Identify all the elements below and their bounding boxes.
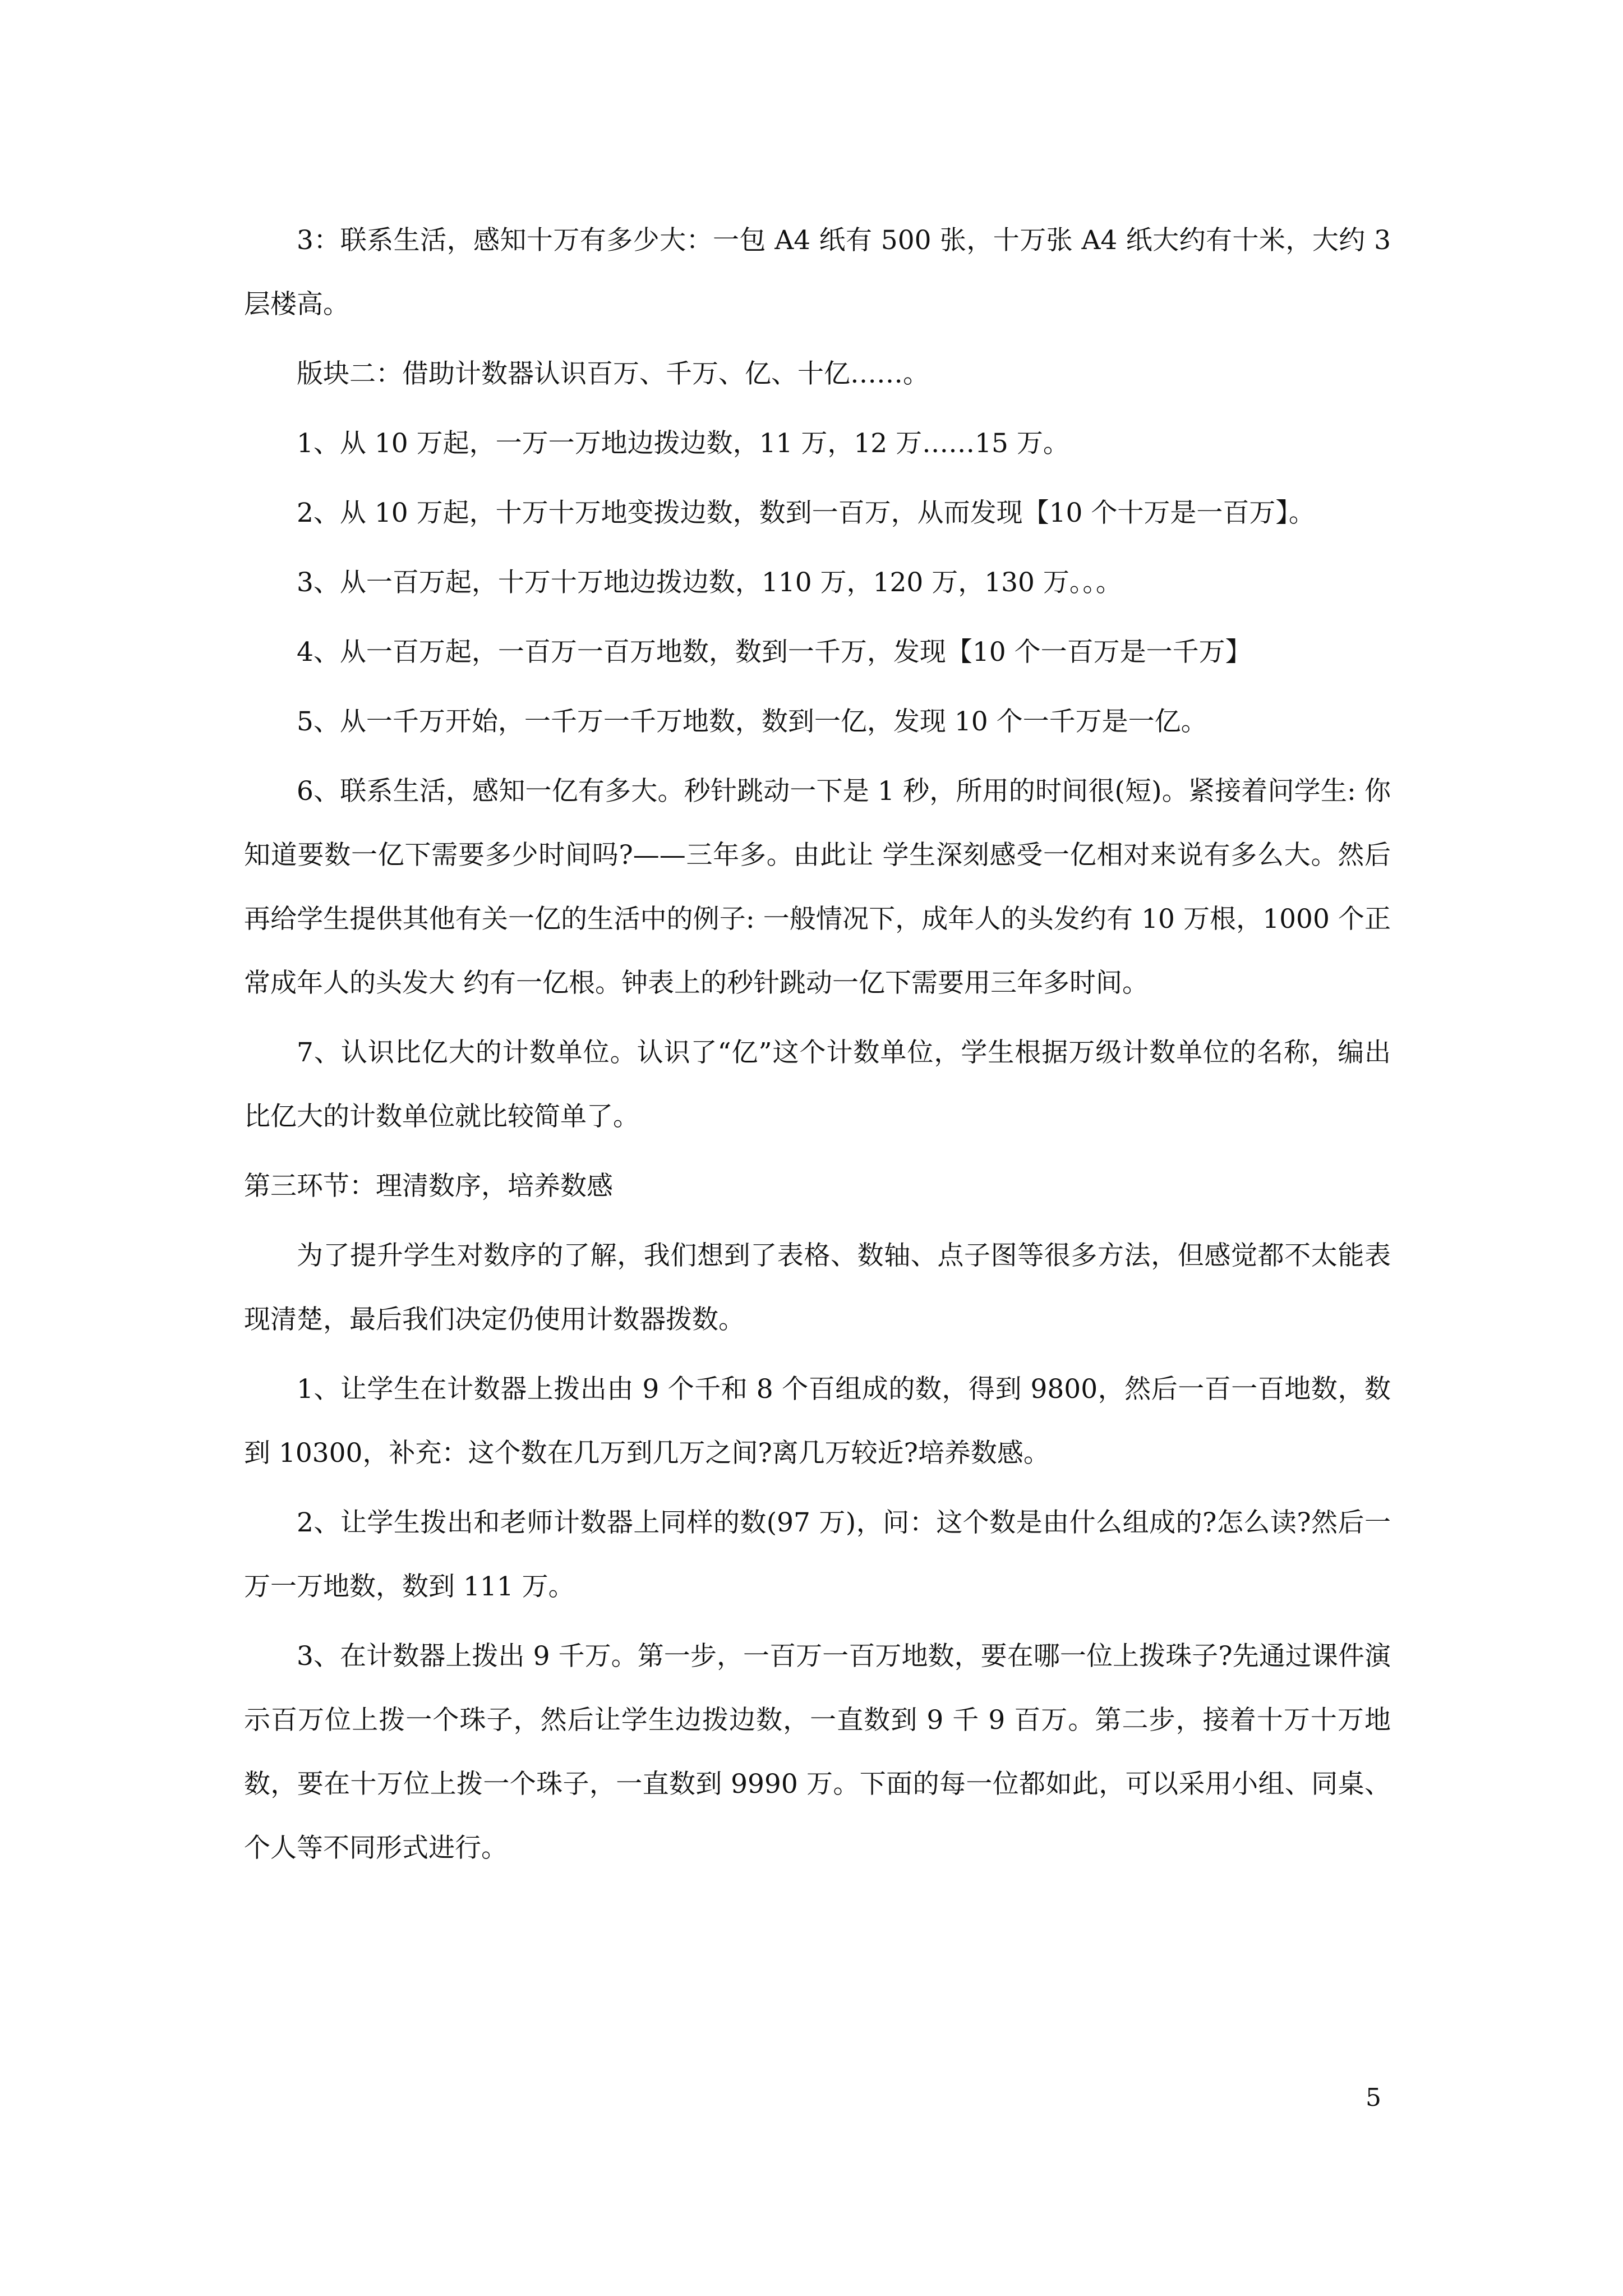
paragraph-6: 4、从一百万起，一百万一百万地数，数到一千万，发现【10 个一百万是一千万】 <box>297 637 1252 668</box>
paragraph-1: 3：联系生活，感知十万有多少大：一包 A4 纸有 500 张，十万张 A4 纸大约有十米，大约 3 层楼高。 <box>244 225 1391 320</box>
paragraph-12: 2、让学生拨出和老师计数器上同样的数(97 万)，问：这个数是由什么组成的?怎么读?然后一万一万地数，数到 111 万。 <box>244 1507 1391 1602</box>
paragraph-2: 版块二：借助计数器认识百万、千万、亿、十亿……。 <box>297 358 929 389</box>
paragraph-7: 5、从一千万开始，一千万一千万地数，数到一亿，发现 10 个一千万是一亿。 <box>297 706 1207 737</box>
paragraph-10: 为了提升学生对数序的了解，我们想到了表格、数轴、点子图等很多方法，但感觉都不太能表现清楚，最后我们决定仍使用计数器拨数。 <box>244 1240 1391 1335</box>
paragraph-8: 6、联系生活，感知一亿有多大。秒针跳动一下是 1 秒，所用的时间很(短)。紧接着问学生: 你知道要数一亿下需要多少时间吗?——三年多。由此让 学生深刻感受一亿相对来说有多么大。然后再给学生提供其他有关一亿的生活中的例子: 一般情况下，成年人的头发约有 10 万根，1000 个正常成年人的头发大 约有一亿根。钟表上的秒针跳动一亿下需要用三年多时间。 <box>244 776 1391 999</box>
paragraph-4: 2、从 10 万起，十万十万地变拨边数，数到一百万，从而发现【10 个十万是一百万】。 <box>297 498 1315 528</box>
paragraph-11: 1、让学生在计数器上拨出由 9 个千和 8 个百组成的数，得到 9800，然后一百一百地数，数到 10300，补充：这个数在几万到几万之间?离几万较近?培养数感。 <box>244 1374 1391 1469</box>
paragraph-13: 3、在计数器上拨出 9 千万。第一步，一百万一百万地数，要在哪一位上拨珠子?先通过课件演示百万位上拨一个珠子，然后让学生边拨边数，一直数到 9 千 9 百万。第二步，接着十万十万地数，要在十万位上拨一个珠子，一直数到 9990 万。下面的每一位都如此，可以采用小组、同桌、个人等不同形式进行。 <box>244 1641 1391 1864</box>
paragraph-3: 1、从 10 万起，一万一万地边拨边数，11 万，12 万……15 万。 <box>297 428 1069 459</box>
page-number: 5 <box>1366 2083 1381 2112</box>
paragraph-9: 7、认识比亿大的计数单位。认识了“亿”这个计数单位，学生根据万级计数单位的名称，编出比亿大的计数单位就比较简单了。 <box>244 1037 1391 1132</box>
section-heading: 第三环节：理清数序，培养数感 <box>244 1171 613 1202</box>
document-body <box>244 209 1391 1880</box>
paragraph-5: 3、从一百万起，十万十万地边拨边数，110 万，120 万，130 万。。。 <box>297 567 1122 598</box>
